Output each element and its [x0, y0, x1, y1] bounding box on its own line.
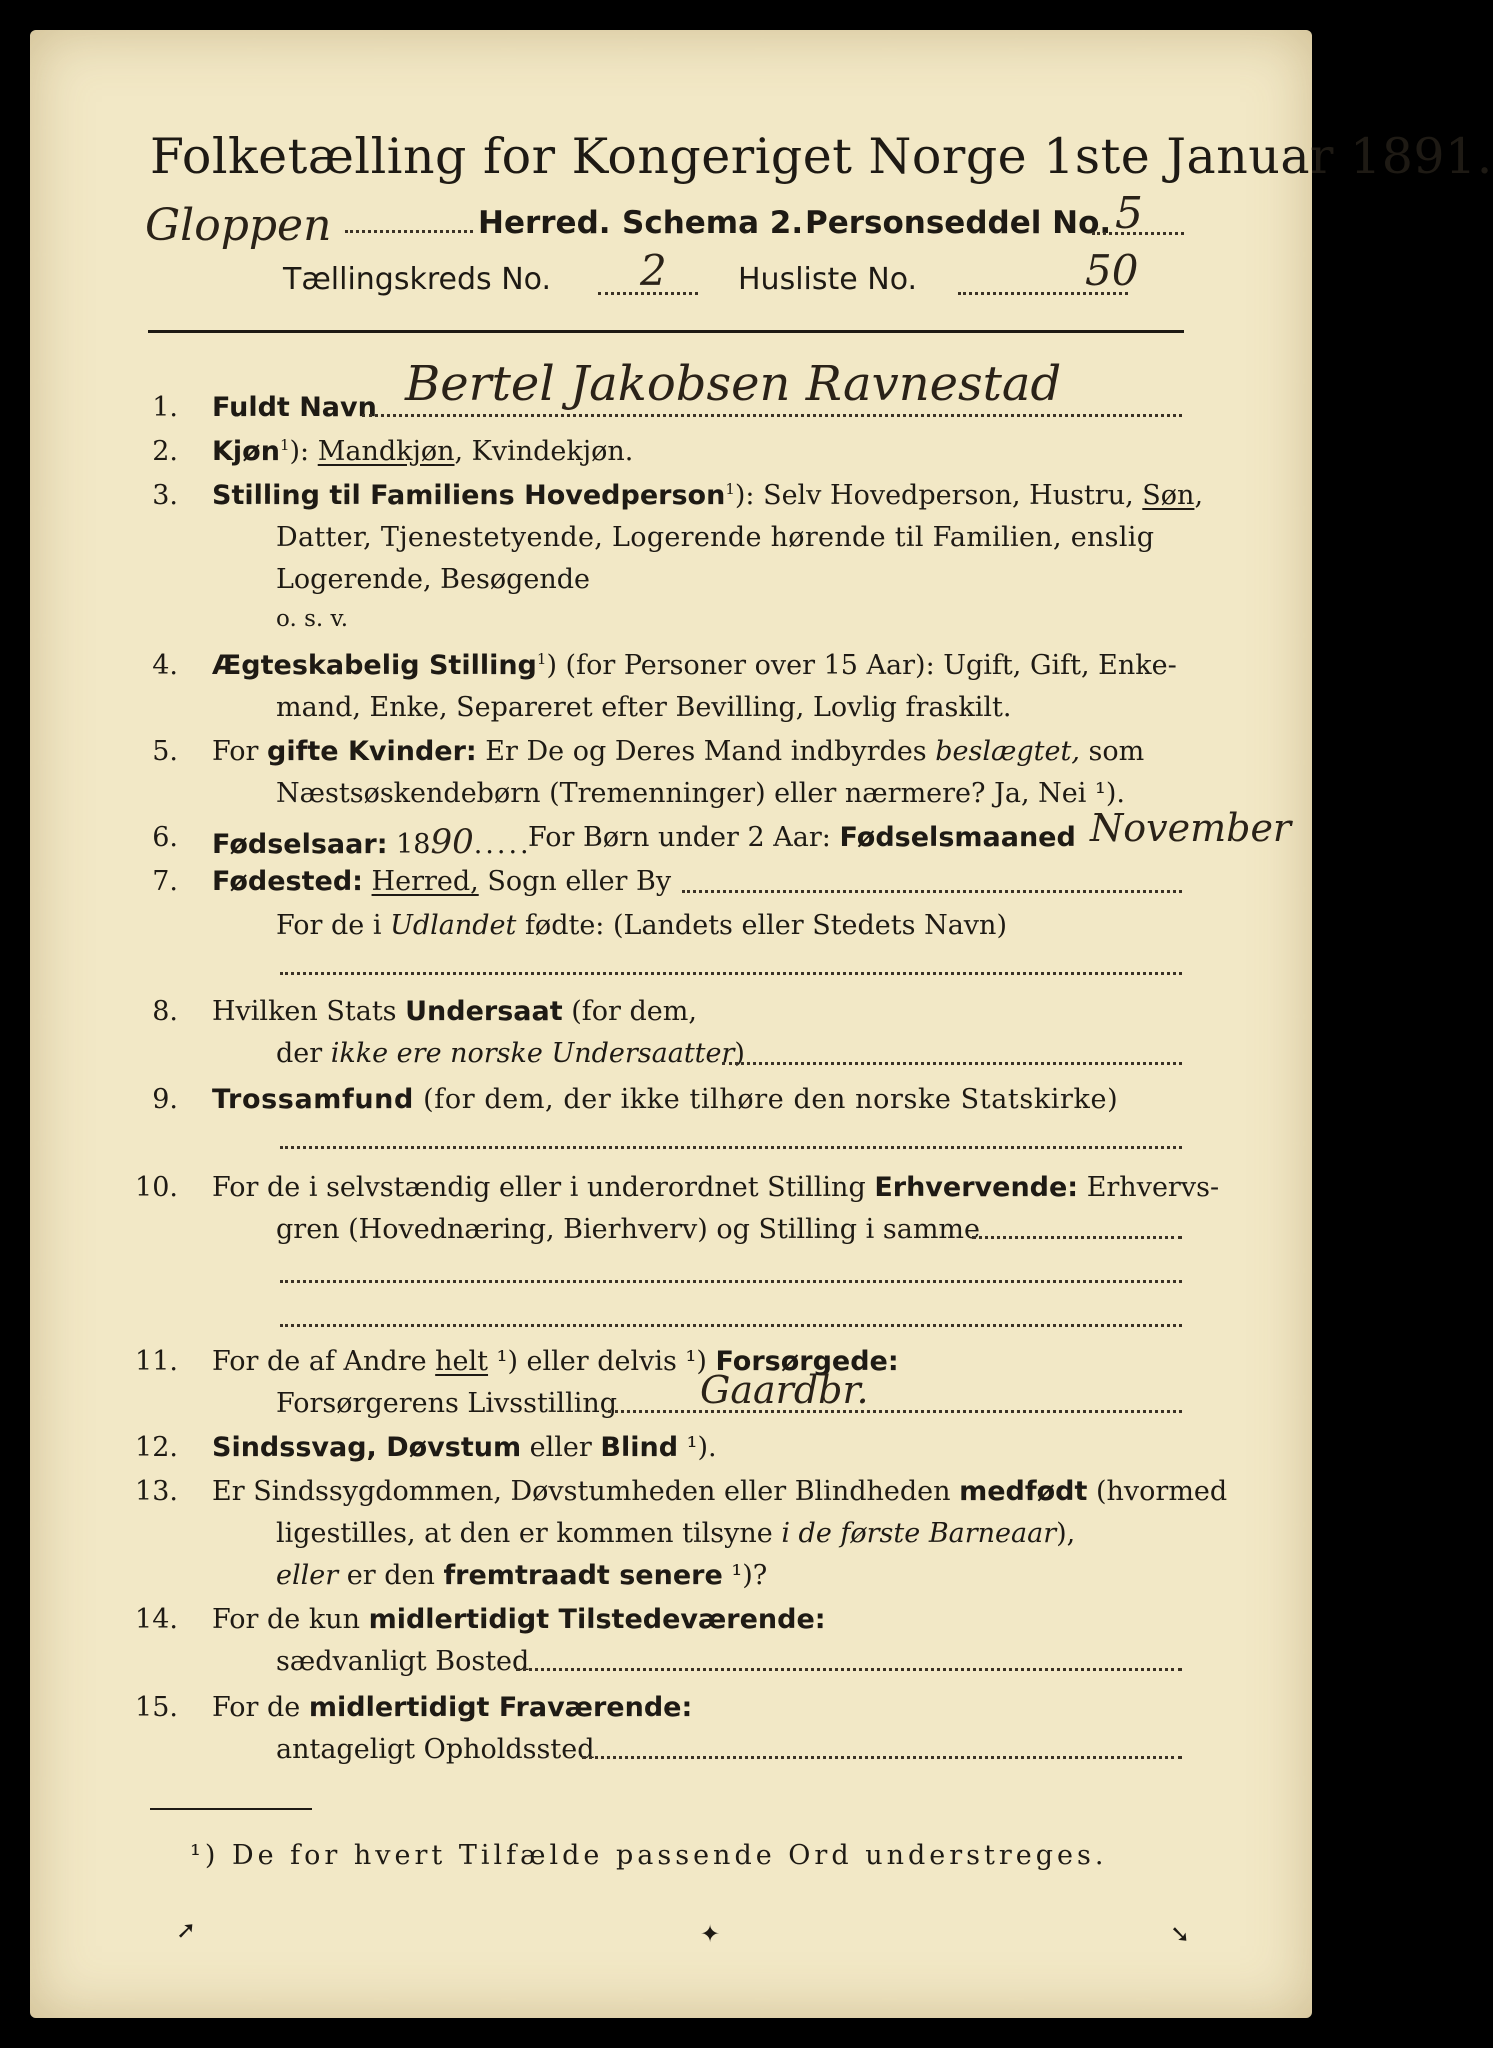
birth-month-text: For Børn under 2 Aar:: [528, 822, 840, 853]
sex-option-male-selected: Mandkjøn: [317, 436, 455, 467]
married-women-italic: beslægtet,: [935, 736, 1080, 767]
congenital-line2-end: ),: [1056, 1518, 1076, 1549]
temp-present-text: For de kun: [212, 1604, 369, 1635]
item-number: 14.: [135, 1604, 178, 1635]
religion-dotline: [280, 1146, 1182, 1149]
marital-line2: mand, Enke, Separeret efter Bevilling, Lovlig fraskilt.: [276, 692, 1012, 723]
occupation-label: Erhvervende:: [874, 1172, 1079, 1203]
citizenship-line2-text: der: [276, 1038, 331, 1069]
header-rule: [148, 330, 1184, 333]
congenital-line3: [276, 1560, 767, 1591]
marital-row: Ægteskabelig Stilling$^1$) (for Personer over 15 Aar): Ugift, Gift, Enke-: [212, 650, 1177, 681]
provider-value: Gaardbr.: [700, 1368, 869, 1412]
supported-selected: helt: [435, 1346, 489, 1377]
congenital-label: medfødt: [959, 1476, 1088, 1507]
abroad-text: For de i: [276, 910, 391, 941]
family-position-line2: Datter, Tjenestetyende, Logerende hørende til Familien, enslig: [276, 522, 1155, 553]
religion-label: Trossamfund: [212, 1084, 414, 1115]
family-position-line3: Logerende, Besøgende: [276, 564, 590, 595]
sex-label: Kjøn: [212, 436, 280, 467]
abroad-rest: fødte: (Landets eller Stedets Navn): [516, 910, 1007, 941]
birth-year-prefix: 18: [396, 829, 431, 860]
item-number: 10.: [135, 1172, 178, 1203]
item-number: 9.: [152, 1084, 178, 1115]
herred-dotline: [345, 230, 473, 233]
citizenship-label: Undersaat: [405, 996, 563, 1027]
registration-mark: ✦: [700, 1920, 721, 1948]
congenital-line2-italic: i de første Barneaar: [781, 1518, 1057, 1549]
temp-absent-text: For de: [212, 1692, 309, 1723]
full-name-value: Bertel Jakobsen Ravnestad: [405, 356, 1062, 412]
form-title: Folketælling for Kongeriget Norge 1ste Januar 1891.: [150, 128, 1493, 185]
item-number: 7.: [152, 866, 178, 897]
registration-mark: ➚: [176, 1916, 197, 1944]
abroad-italic: Udlandet: [390, 910, 517, 941]
birthplace-rest: Sogn eller By: [478, 866, 672, 897]
birth-year-value: 90: [430, 822, 474, 862]
item-number: 12.: [135, 1432, 178, 1463]
item-number: 2.: [152, 436, 178, 467]
family-position-line4: o. s. v.: [276, 606, 349, 632]
married-women-line2: Næstsøskendebørn (Tremenninger) eller nærmere? Ja, Nei ¹).: [276, 778, 1125, 809]
congenital-line3-end: ¹)?: [722, 1560, 768, 1591]
family-position-selected: Søn: [1142, 480, 1195, 511]
birth-month-label: Fødselsmaaned: [839, 822, 1076, 853]
citizenship-row: [212, 996, 697, 1027]
citizenship-line2-end: ): [734, 1038, 745, 1069]
congenital-line3-italic: eller: [276, 1560, 339, 1591]
item-number: 5.: [152, 736, 178, 767]
provider-label: Forsørgerens Livsstilling: [276, 1388, 618, 1419]
married-women-end: som: [1079, 736, 1145, 767]
occupation-text: For de i selvstændig eller i underordnet Stilling: [212, 1172, 875, 1203]
birthplace-row: [212, 866, 671, 897]
citizenship-line2-italic: ikke ere norske Undersaatter: [330, 1038, 735, 1069]
married-women-label: gifte Kvinder:: [267, 736, 477, 767]
disability-row: [212, 1432, 717, 1463]
supported-text: For de af Andre: [212, 1346, 436, 1377]
citizenship-line2: [276, 1038, 745, 1069]
schema-label: Schema 2.: [622, 205, 804, 241]
congenital-row: [212, 1476, 1227, 1507]
occupation-dotline-3: [280, 1324, 1182, 1327]
birth-month-row: [528, 822, 1076, 853]
footnote-rule: [150, 1808, 312, 1810]
occupation-line2: gren (Hovednæring, Bierhverv) og Stilling i samme: [276, 1214, 981, 1245]
congenital-line3-text: er den: [338, 1560, 444, 1591]
personseddel-label: Personseddel No.: [805, 205, 1112, 241]
married-women-text: Er De og Deres Mand indbyrdes: [476, 736, 936, 767]
supported-mid: ¹) eller delvis ¹): [488, 1346, 716, 1377]
item-number: 1.: [152, 392, 178, 423]
full-name-dotline: [362, 414, 1182, 417]
registration-mark: ➘: [1170, 1920, 1191, 1948]
citizenship-text: Hvilken Stats: [212, 996, 406, 1027]
birth-year-label: Fødselsaar:: [212, 829, 388, 860]
husliste-label: Husliste No.: [738, 262, 918, 297]
item-number: 3.: [152, 480, 178, 511]
item-number: 6.: [152, 822, 178, 853]
congenital-rest: (hvormed: [1087, 1476, 1228, 1507]
footnote-mark: 1: [279, 436, 290, 454]
temp-absent-label: midlertidigt Fraværende:: [308, 1692, 693, 1723]
abroad-row: [276, 910, 1007, 941]
usual-residence-label: sædvanligt Bosted: [276, 1646, 530, 1677]
congenital-line3-label: fremtraadt senere: [443, 1560, 723, 1591]
supported-label: Forsørgede:: [715, 1346, 899, 1377]
temp-present-row: [212, 1604, 826, 1635]
congenital-line2-text: ligestilles, at den er kommen tilsyne: [276, 1518, 782, 1549]
temp-present-label: midlertidigt Tilstedeværende:: [368, 1604, 826, 1635]
birthplace-selected: Herred,: [371, 866, 479, 897]
occupation-dotline-1: [972, 1236, 1182, 1239]
occupation-row: [212, 1172, 1219, 1203]
occupation-rest: Erhvervs-: [1078, 1172, 1220, 1203]
congenital-text: Er Sindssygdommen, Døvstumheden eller Blindheden: [212, 1476, 960, 1507]
kreds-value: 2: [640, 246, 667, 295]
herred-label: Herred.: [478, 205, 611, 241]
family-position-label: Stilling til Familiens Hovedperson: [212, 480, 726, 511]
item-number: 4.: [152, 650, 178, 681]
husliste-value: 50: [1085, 246, 1139, 295]
item-number: 15.: [135, 1692, 178, 1723]
provider-dotline: [608, 1410, 1182, 1413]
probable-location-dotline: [582, 1756, 1182, 1759]
birthplace-dotline: [682, 890, 1182, 893]
herred-value: Gloppen: [145, 200, 332, 251]
occupation-dotline-2: [280, 1280, 1182, 1283]
temp-absent-row: [212, 1692, 692, 1723]
personseddel-value: 5: [1115, 188, 1143, 239]
family-position-row: Stilling til Familiens Hovedperson$^1$): Selv Hovedperson, Hustru, Søn,: [212, 480, 1204, 511]
husliste-dotline: [958, 292, 1128, 295]
sex-text: ):: [289, 436, 318, 467]
married-women-pre: For: [212, 736, 268, 767]
kreds-dotline: [598, 292, 698, 295]
item-number: 11.: [135, 1346, 178, 1377]
religion-row: [212, 1084, 1118, 1115]
married-women-row: [212, 736, 1144, 767]
personseddel-dotline: [1092, 232, 1184, 235]
item-number: 8.: [152, 996, 178, 1027]
citizenship-rest: (for dem,: [562, 996, 697, 1027]
family-position-options: ): Selv Hovedperson, Hustru,: [734, 480, 1143, 511]
sex-options-rest: , Kvindekjøn.: [454, 436, 634, 467]
marital-options: ) (for Personer over 15 Aar): Ugift, Gift, Enke-: [546, 650, 1177, 681]
birth-month-value: November: [1090, 806, 1292, 850]
religion-rest: (for dem, der ikke tilhøre den norske Statskirke): [413, 1084, 1119, 1115]
disability-label2: Blind: [600, 1432, 679, 1463]
item-number: 13.: [135, 1476, 178, 1507]
birth-year-row: Fødselsaar: 1890.....: [212, 822, 532, 862]
marital-label: Ægteskabelig Stilling: [212, 650, 537, 681]
full-name-label: Fuldt Navn: [212, 392, 377, 423]
sex-row: [212, 436, 633, 467]
probable-location-label: antageligt Opholdssted: [276, 1734, 595, 1765]
disability-label: Sindssvag, Døvstum: [212, 1432, 522, 1463]
disability-mid: eller: [521, 1432, 601, 1463]
kreds-label: Tællingskreds No.: [283, 262, 551, 297]
congenital-line2: [276, 1518, 1075, 1549]
birthplace-label: Fødested:: [212, 866, 363, 897]
disability-end: ¹).: [678, 1432, 717, 1463]
footnote-text: ¹) De for hvert Tilfælde passende Ord understreges.: [190, 1840, 1108, 1871]
abroad-dotline: [280, 972, 1182, 975]
usual-residence-dotline: [516, 1668, 1182, 1671]
citizenship-dotline: [722, 1062, 1182, 1065]
